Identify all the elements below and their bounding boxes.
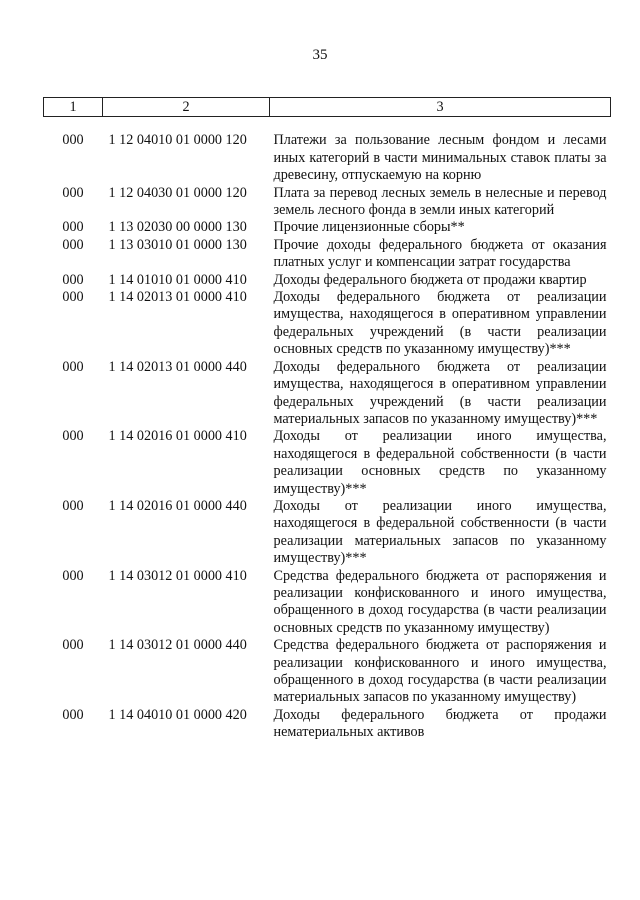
kbk-code-cell: 1 14 03012 01 0000 410 xyxy=(108,567,247,584)
description-cell: Прочие доходы федерального бюджета от оказания платных услуг и компенсации затрат государства xyxy=(273,236,607,271)
admin-code-cell: 000 xyxy=(62,497,84,514)
table-row xyxy=(44,498,611,568)
table-row xyxy=(44,568,611,638)
table-row xyxy=(44,428,611,498)
table-header xyxy=(44,98,611,133)
kbk-code-cell: 1 12 04010 01 0000 120 xyxy=(108,132,247,149)
kbk-code-cell: 1 14 04010 01 0000 420 xyxy=(108,706,247,723)
table-row xyxy=(44,185,611,220)
kbk-code-cell: 1 14 03012 01 0000 440 xyxy=(108,637,247,654)
description-cell: Доходы федерального бюджета от реализации имущества, находящегося в оперативном управлении федеральных учреждений (в части реализации материальных запасов по указанному имуществу)*** xyxy=(273,358,607,427)
admin-code-cell: 000 xyxy=(62,637,84,654)
kbk-code-cell: 1 14 02016 01 0000 440 xyxy=(108,497,247,514)
description-cell: Прочие лицензионные сборы** xyxy=(273,219,465,236)
description-cell: Плата за перевод лесных земель в нелесные и перевод земель лесного фонда в земли иных категорий xyxy=(273,184,607,219)
kbk-code-cell: 1 13 02030 00 0000 130 xyxy=(108,219,247,236)
budget-code-table xyxy=(43,97,611,742)
column-header-2: 2 xyxy=(103,98,270,117)
admin-code-cell: 000 xyxy=(62,428,84,445)
table-row xyxy=(44,289,611,359)
admin-code-cell: 000 xyxy=(62,132,84,149)
description-cell: Доходы от реализации иного имущества, находящегося в федеральной собственности (в части реализации материальных запасов по указанному имуществу)*** xyxy=(273,497,607,567)
admin-code-cell: 000 xyxy=(62,358,84,375)
kbk-code-cell: 1 14 02016 01 0000 410 xyxy=(108,428,247,445)
kbk-code-cell: 1 14 01010 01 0000 410 xyxy=(108,271,247,288)
table-row xyxy=(44,637,611,707)
admin-code-cell: 000 xyxy=(62,219,84,236)
admin-code-cell: 000 xyxy=(62,184,84,201)
table-row xyxy=(44,219,611,236)
description-cell: Доходы федерального бюджета от реализации имущества, находящегося в оперативном управлении федеральных учреждений (в части реализации основных средств по указанному имуществу)*** xyxy=(273,289,607,358)
description-cell: Платежи за пользование лесным фондом и лесами иных категорий в части минимальных ставок платы за древесину, отпускаемую на корню xyxy=(273,132,607,184)
admin-code-cell: 000 xyxy=(62,271,84,288)
admin-code-cell: 000 xyxy=(62,236,84,253)
table-row xyxy=(44,272,611,289)
description-cell: Средства федерального бюджета от распоряжения и реализации конфискованного и иного имущества, обращенного в доход государства (в части реализации материальных запасов по указанному имуществу) xyxy=(273,637,607,706)
kbk-code-cell: 1 13 03010 01 0000 130 xyxy=(108,236,247,253)
table-row xyxy=(44,132,611,184)
admin-code-cell: 000 xyxy=(62,289,84,306)
description-cell: Доходы федерального бюджета от продажи квартир xyxy=(273,271,587,288)
page-number: 35 xyxy=(312,47,328,63)
description-cell: Доходы от реализации иного имущества, находящегося в федеральной собственности (в части реализации основных средств по указанному имуществу)*** xyxy=(273,428,607,497)
admin-code-cell: 000 xyxy=(62,706,84,723)
kbk-code-cell: 1 14 02013 01 0000 440 xyxy=(108,358,247,375)
table-body xyxy=(44,132,611,741)
kbk-code-cell: 1 12 04030 01 0000 120 xyxy=(108,184,247,201)
kbk-code-cell: 1 14 02013 01 0000 410 xyxy=(108,289,247,306)
admin-code-cell: 000 xyxy=(62,567,84,584)
description-cell: Доходы федерального бюджета от продажи нематериальных активов xyxy=(273,706,607,741)
column-header-1: 1 xyxy=(44,98,103,117)
table-row xyxy=(44,359,611,429)
table-row xyxy=(44,707,611,742)
column-header-3: 3 xyxy=(270,98,611,117)
description-cell: Средства федерального бюджета от распоряжения и реализации конфискованного и иного имущества, обращенного в доход государства (в части реализации основных средств по указанному имуществу) xyxy=(273,567,607,636)
table-row xyxy=(44,237,611,272)
